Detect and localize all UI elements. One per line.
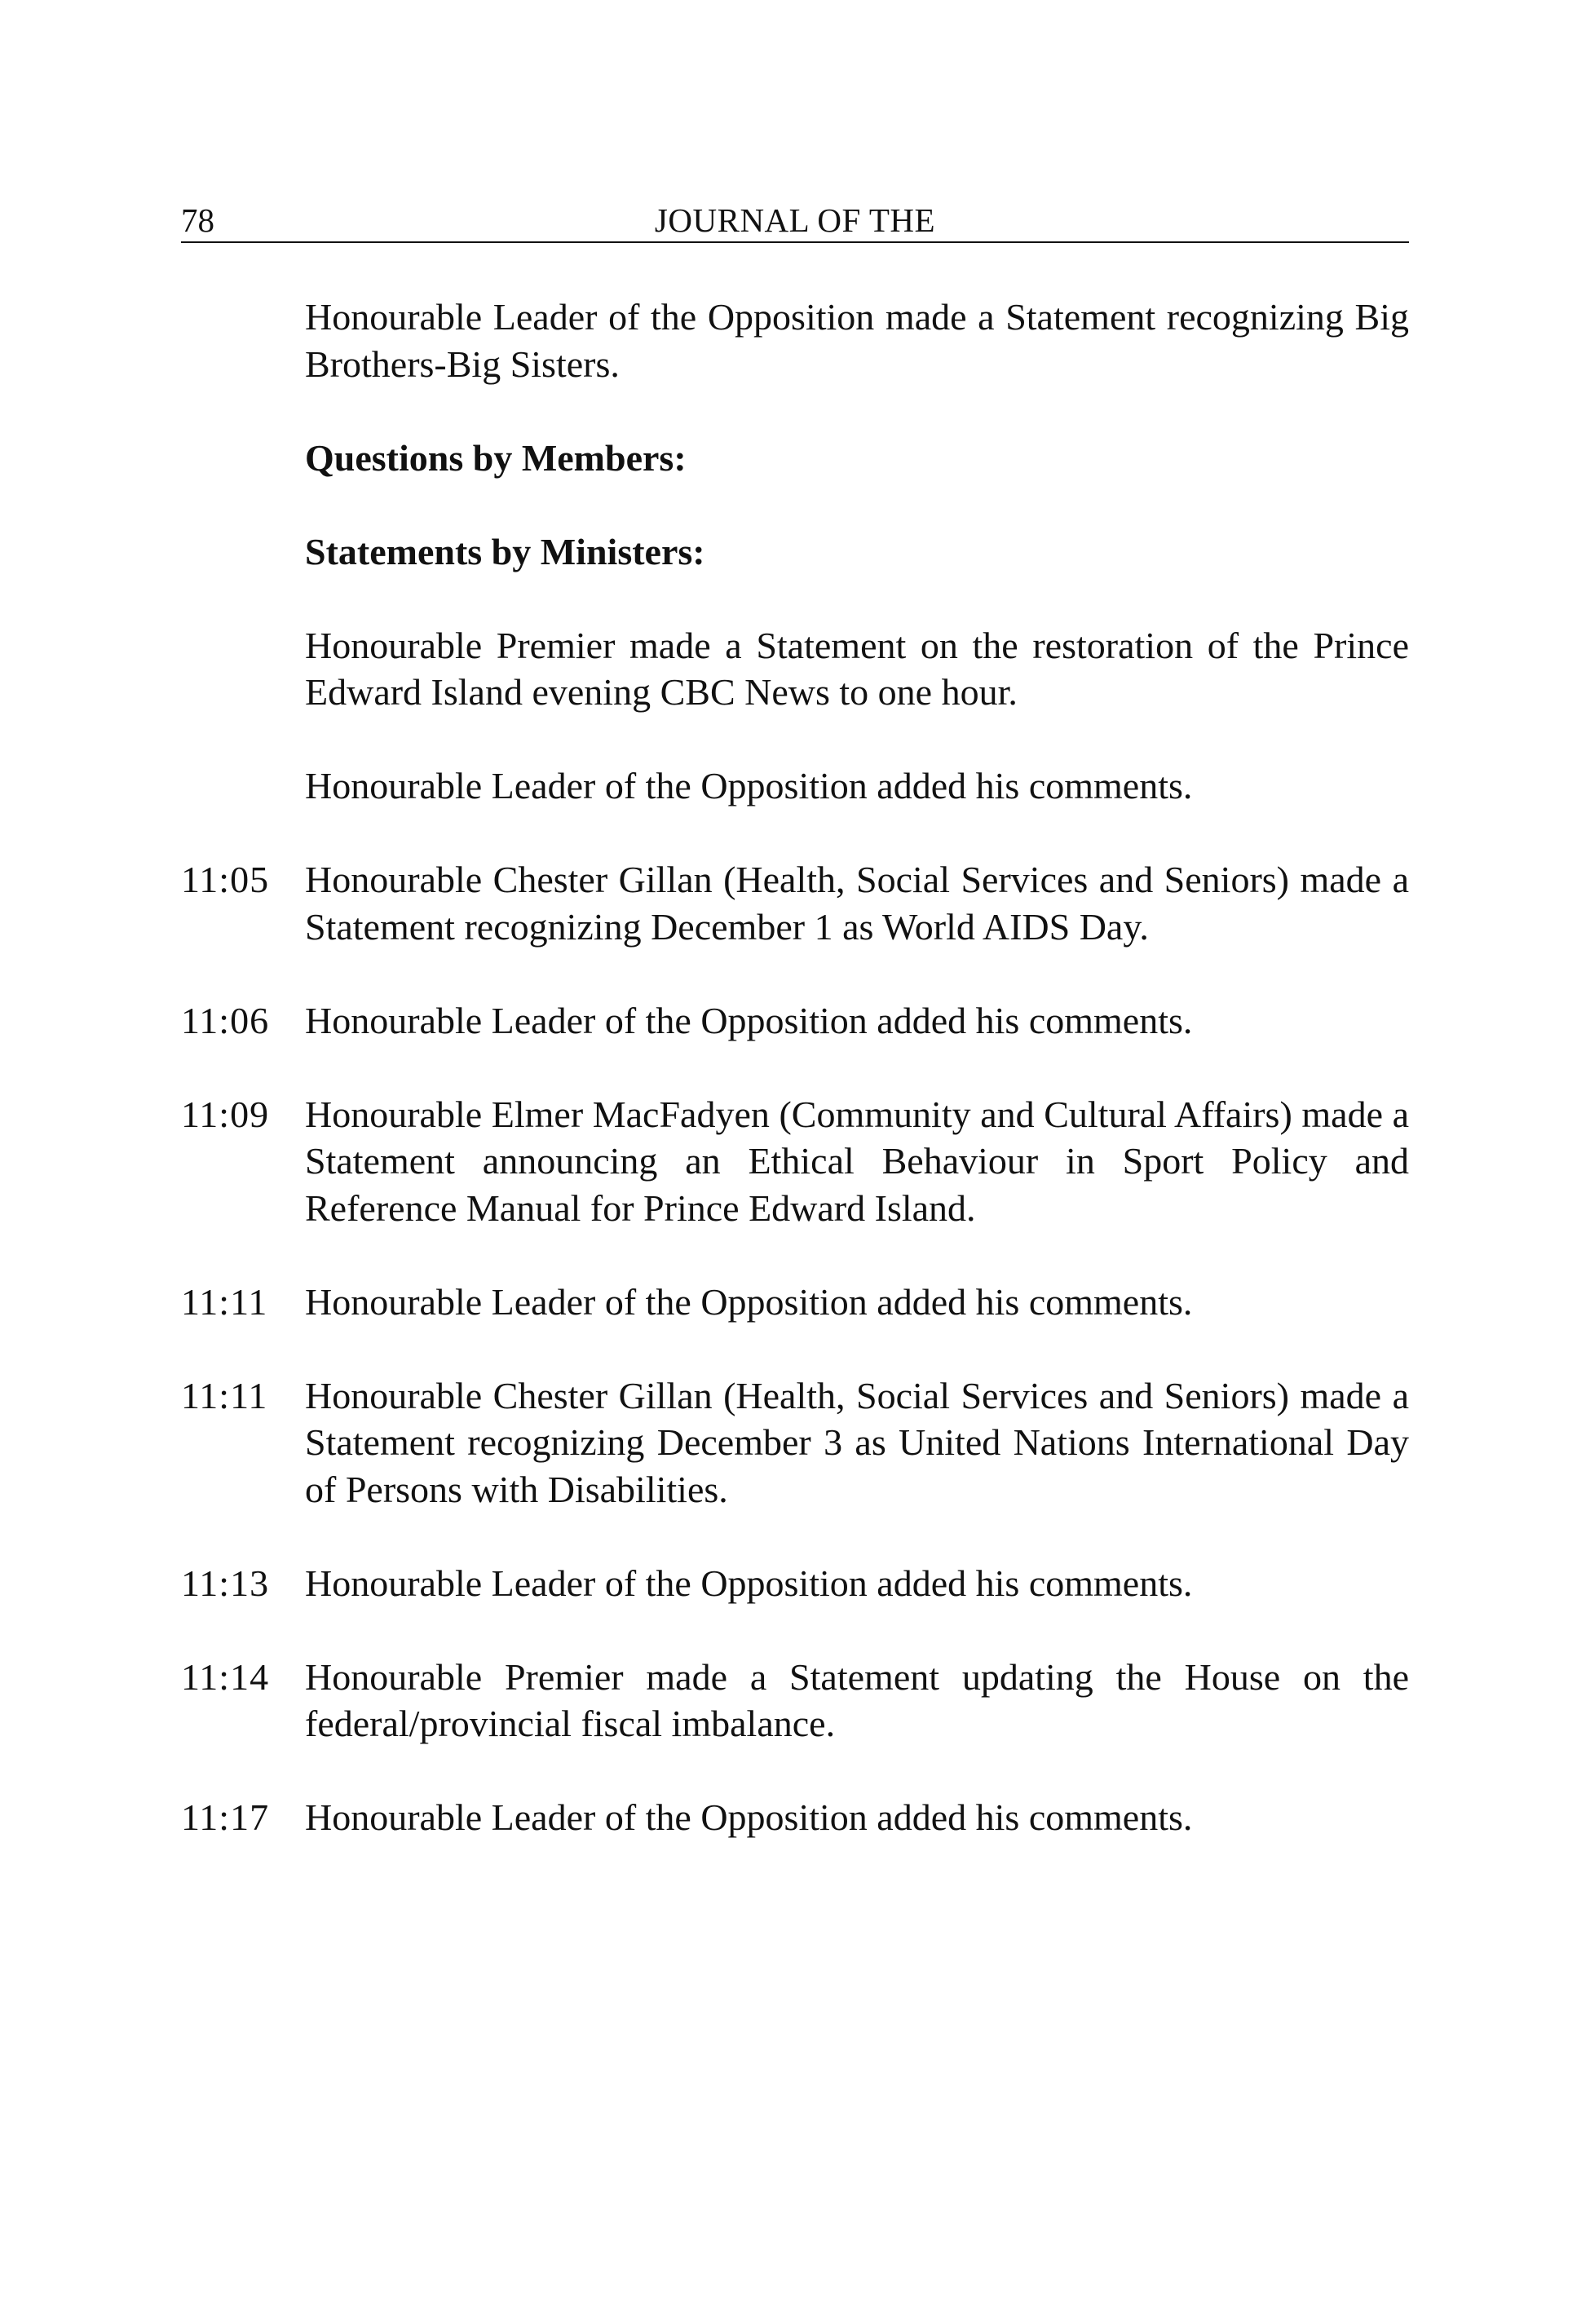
entry-text: Honourable Premier made a Statement updating the House on the federal/provincial fiscal imbalance. bbox=[305, 1655, 1409, 1744]
entry-time: 11:11 bbox=[181, 1280, 268, 1323]
entry-text: Honourable Premier made a Statement on the restoration of the Prince Edward Island evening CBC News to one hour. bbox=[305, 624, 1409, 713]
entry-text: Honourable Leader of the Opposition made a Statement recognizing Big Brothers-Big Sisters. bbox=[305, 296, 1409, 385]
entry-time: 11:09 bbox=[181, 1093, 270, 1135]
page-number: 78 bbox=[181, 201, 214, 239]
entry-time: 11:06 bbox=[181, 999, 270, 1041]
journal-entry bbox=[181, 622, 1409, 716]
entry-time: 11:14 bbox=[181, 1655, 270, 1698]
section-heading-statements bbox=[181, 528, 1409, 576]
journal-entry bbox=[181, 1560, 1409, 1607]
journal-entry bbox=[181, 1279, 1409, 1326]
entry-time: 11:17 bbox=[181, 1796, 270, 1838]
page-header bbox=[181, 199, 1409, 243]
entry-time bbox=[181, 528, 305, 576]
entry-text: Honourable Leader of the Opposition added his comments. bbox=[305, 1796, 1193, 1838]
journal-entry bbox=[181, 1794, 1409, 1841]
heading-text: Questions by Members: bbox=[305, 436, 687, 479]
journal-entry bbox=[181, 997, 1409, 1045]
entry-time: 11:05 bbox=[181, 859, 270, 900]
entry-time: 11:11 bbox=[181, 1374, 268, 1416]
entry-text: Honourable Elmer MacFadyen (Community and Cultural Affairs) made a Statement announcing an Ethical Behaviour in Sport Policy and Reference Manual for Prince Edward Island. bbox=[305, 1093, 1409, 1229]
running-head: JOURNAL OF THE bbox=[654, 201, 936, 239]
journal-entry bbox=[181, 1654, 1409, 1747]
entry-time bbox=[181, 435, 305, 482]
journal-body bbox=[181, 294, 1409, 1888]
entry-text: Honourable Leader of the Opposition added his comments. bbox=[305, 765, 1193, 806]
entry-text: Honourable Chester Gillan (Health, Social Services and Seniors) made a Statement recognizing December 3 as United Nations International Day of Persons with Disabilities. bbox=[305, 1374, 1409, 1510]
heading-text: Statements by Ministers: bbox=[305, 530, 705, 572]
entry-time bbox=[181, 622, 305, 716]
entry-text: Honourable Leader of the Opposition added his comments. bbox=[305, 1562, 1193, 1604]
entry-time: 11:13 bbox=[181, 1562, 270, 1604]
entry-text: Honourable Chester Gillan (Health, Social Services and Seniors) made a Statement recognizing December 1 as World AIDS Day. bbox=[305, 859, 1409, 948]
entry-text: Honourable Leader of the Opposition added his comments. bbox=[305, 999, 1193, 1041]
entry-text: Honourable Leader of the Opposition added his comments. bbox=[305, 1280, 1193, 1323]
journal-entry bbox=[181, 1372, 1409, 1513]
journal-entry bbox=[181, 1091, 1409, 1232]
journal-entry bbox=[181, 294, 1409, 387]
journal-entry bbox=[181, 762, 1409, 810]
entry-time bbox=[181, 762, 305, 810]
entry-time bbox=[181, 294, 305, 387]
section-heading-questions bbox=[181, 435, 1409, 482]
journal-entry bbox=[181, 856, 1409, 950]
